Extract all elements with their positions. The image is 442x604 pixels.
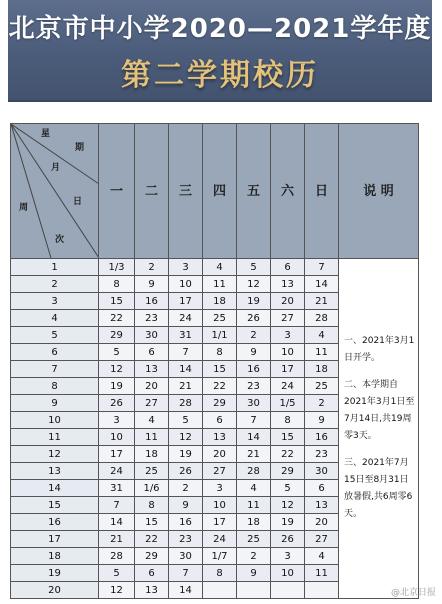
week-number-cell: 14 [11,480,99,497]
date-cell: 10 [203,497,237,514]
date-cell: 22 [203,378,237,395]
date-cell: 19 [237,293,271,310]
date-cell: 8 [203,344,237,361]
date-cell: 5 [99,565,135,582]
weekday-header-sat: 六 [271,124,305,259]
note-paragraph: 二、本学期自2021年3月1日至7月14日,共19周零3天。 [344,380,415,441]
date-cell: 6 [135,344,169,361]
date-cell: 8 [135,497,169,514]
date-cell: 7 [169,565,203,582]
date-cell [203,582,237,599]
date-cell: 21 [305,293,339,310]
week-number-cell: 6 [11,344,99,361]
date-cell: 19 [271,514,305,531]
corner-label-day: 日 [73,197,83,207]
date-cell: 21 [237,446,271,463]
date-cell: 4 [237,480,271,497]
date-cell: 13 [203,429,237,446]
date-cell: 5 [271,480,305,497]
date-cell: 19 [169,446,203,463]
date-cell: 20 [305,514,339,531]
week-number-cell: 2 [11,276,99,293]
week-number-cell: 3 [11,293,99,310]
date-cell: 2 [305,395,339,412]
weekday-header-wed: 三 [169,124,203,259]
date-cell: 12 [99,361,135,378]
date-cell: 23 [169,531,203,548]
date-cell: 26 [99,395,135,412]
date-cell: 24 [203,531,237,548]
date-cell: 17 [271,361,305,378]
date-cell: 7 [99,497,135,514]
date-cell: 7 [305,259,339,276]
date-cell: 17 [99,446,135,463]
date-cell: 19 [99,378,135,395]
date-cell: 27 [305,531,339,548]
date-cell: 28 [305,310,339,327]
date-cell: 14 [169,361,203,378]
corner-label-month: 月 [51,163,61,173]
date-cell: 23 [305,446,339,463]
date-cell: 31 [169,327,203,344]
week-number-cell: 17 [11,531,99,548]
date-cell: 2 [237,548,271,565]
date-cell: 9 [237,565,271,582]
date-cell: 1/3 [99,259,135,276]
watermark: @北京日报 [390,588,436,598]
week-number-cell: 13 [11,463,99,480]
date-cell: 22 [99,310,135,327]
date-cell: 22 [135,531,169,548]
week-number-cell: 9 [11,395,99,412]
date-cell: 27 [203,463,237,480]
date-cell: 29 [99,327,135,344]
date-cell: 4 [305,548,339,565]
date-cell: 6 [271,259,305,276]
date-cell: 27 [135,395,169,412]
date-cell: 15 [203,361,237,378]
date-cell: 10 [169,276,203,293]
date-cell: 6 [135,565,169,582]
date-cell: 18 [305,361,339,378]
date-cell: 9 [135,276,169,293]
week-number-cell: 20 [11,582,99,599]
week-number-cell: 15 [11,497,99,514]
date-cell: 7 [237,412,271,429]
date-cell: 24 [271,378,305,395]
date-cell: 2 [135,259,169,276]
date-cell: 5 [169,412,203,429]
week-number-cell: 8 [11,378,99,395]
date-cell: 20 [271,293,305,310]
date-cell: 8 [203,565,237,582]
date-cell: 14 [237,429,271,446]
date-cell: 8 [99,276,135,293]
date-cell: 18 [237,514,271,531]
week-number-cell: 16 [11,514,99,531]
date-cell: 20 [135,378,169,395]
date-cell [271,582,305,599]
date-cell: 4 [203,259,237,276]
date-cell: 16 [169,514,203,531]
date-cell: 10 [99,429,135,446]
corner-label-star: 星 [41,129,51,139]
date-cell: 25 [203,310,237,327]
date-cell: 1/1 [203,327,237,344]
date-cell: 5 [237,259,271,276]
date-cell: 11 [203,276,237,293]
notes-cell [339,259,419,599]
date-cell: 14 [305,276,339,293]
weekday-header-thu: 四 [203,124,237,259]
date-cell: 21 [99,531,135,548]
date-cell: 27 [271,310,305,327]
date-cell: 6 [203,412,237,429]
date-cell: 13 [271,276,305,293]
date-cell: 2 [169,480,203,497]
date-cell: 2 [237,327,271,344]
notes-header: 说 明 [339,124,419,259]
date-cell: 18 [203,293,237,310]
date-cell: 24 [99,463,135,480]
date-cell: 10 [271,344,305,361]
date-cell: 18 [135,446,169,463]
date-cell: 16 [305,429,339,446]
week-number-cell: 11 [11,429,99,446]
date-cell: 3 [169,259,203,276]
date-cell: 15 [135,514,169,531]
date-cell: 23 [135,310,169,327]
week-number-cell: 10 [11,412,99,429]
date-cell [305,582,339,599]
date-cell: 3 [203,480,237,497]
date-cell: 14 [169,582,203,599]
date-cell: 8 [271,412,305,429]
week-number-cell: 7 [11,361,99,378]
date-cell: 7 [169,344,203,361]
header-row [11,124,419,259]
date-cell: 13 [305,497,339,514]
corner-label-week: 周 [19,203,29,213]
date-cell: 30 [169,548,203,565]
date-cell: 23 [237,378,271,395]
date-cell: 9 [169,497,203,514]
week-number-cell: 1 [11,259,99,276]
date-cell: 3 [271,327,305,344]
date-cell: 3 [99,412,135,429]
date-cell: 12 [271,497,305,514]
date-cell: 9 [237,344,271,361]
date-cell: 1/5 [271,395,305,412]
date-cell: 6 [305,480,339,497]
date-cell: 28 [237,463,271,480]
date-cell [237,582,271,599]
date-cell: 15 [271,429,305,446]
date-cell: 5 [99,344,135,361]
date-cell: 26 [271,531,305,548]
week-number-cell: 19 [11,565,99,582]
date-cell: 12 [237,276,271,293]
date-cell: 9 [305,412,339,429]
date-cell: 30 [305,463,339,480]
date-cell: 25 [305,378,339,395]
date-cell: 29 [271,463,305,480]
week-number-cell: 5 [11,327,99,344]
weekday-header-mon: 一 [99,124,135,259]
calendar-body [11,259,419,599]
date-cell: 25 [135,463,169,480]
week-number-cell: 12 [11,446,99,463]
date-cell: 29 [135,548,169,565]
date-cell: 1/7 [203,548,237,565]
date-cell: 3 [271,548,305,565]
note-paragraph: 一、2021年3月1日开学。 [344,336,415,363]
week-number-cell: 4 [11,310,99,327]
date-cell: 20 [203,446,237,463]
weekday-header-tue: 二 [135,124,169,259]
date-cell: 11 [305,344,339,361]
date-cell: 21 [169,378,203,395]
date-cell: 30 [135,327,169,344]
date-cell: 11 [135,429,169,446]
date-cell: 15 [99,293,135,310]
page-title: 北京市中小学2020—2021学年度 [8,14,432,44]
week-number-cell: 18 [11,548,99,565]
date-cell: 11 [305,565,339,582]
date-cell: 1/6 [135,480,169,497]
date-cell: 13 [135,582,169,599]
date-cell: 4 [135,412,169,429]
school-calendar-table [10,123,419,599]
weekday-header-sun: 日 [305,124,339,259]
date-cell: 17 [203,514,237,531]
date-cell: 12 [169,429,203,446]
note-paragraph: 三、2021年7月15日至8月31日放暑假,共6周零6天。 [344,458,413,519]
date-cell: 25 [237,531,271,548]
date-cell: 24 [169,310,203,327]
date-cell: 10 [271,565,305,582]
date-cell: 16 [237,361,271,378]
date-cell: 26 [237,310,271,327]
date-cell: 17 [169,293,203,310]
date-cell: 14 [99,514,135,531]
date-cell: 26 [169,463,203,480]
date-cell: 28 [99,548,135,565]
weekday-header-fri: 五 [237,124,271,259]
date-cell: 13 [135,361,169,378]
date-cell: 28 [169,395,203,412]
date-cell: 11 [237,497,271,514]
date-cell: 4 [305,327,339,344]
table-row [11,259,419,276]
date-cell: 30 [237,395,271,412]
date-cell: 29 [203,395,237,412]
corner-header-cell [11,124,99,259]
corner-label-period: 期 [75,143,85,153]
header-banner [8,0,432,102]
date-cell: 22 [271,446,305,463]
date-cell: 31 [99,480,135,497]
page-subtitle: 第二学期校历 [121,58,319,93]
date-cell: 16 [135,293,169,310]
date-cell: 12 [99,582,135,599]
corner-label-order: 次 [55,235,65,245]
